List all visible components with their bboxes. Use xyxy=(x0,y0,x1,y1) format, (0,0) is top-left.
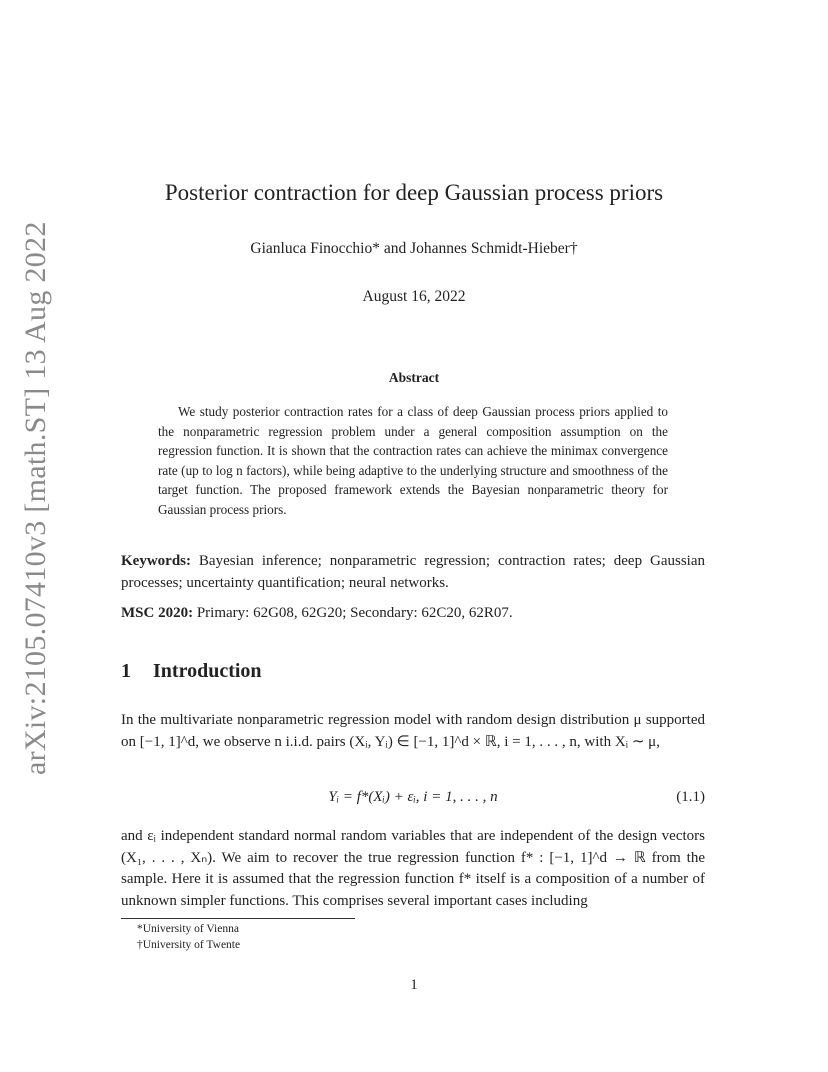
msc-text: Primary: 62G08, 62G20; Secondary: 62C20, 62R07. xyxy=(196,605,513,621)
equation-text: Yᵢ = f*(Xᵢ) + εᵢ, i = 1, . . . , n xyxy=(328,789,498,805)
equation-1-1 xyxy=(121,789,705,811)
section-number: 1 xyxy=(121,660,131,682)
arxiv-identifier-stamp: arXiv:2105.07410v3 [math.ST] 13 Aug 2022 xyxy=(19,221,52,775)
section-title: Introduction xyxy=(153,660,262,682)
section-heading xyxy=(121,660,262,683)
paper-title: Posterior contraction for deep Gaussian process priors xyxy=(164,180,664,205)
paper-date: August 16, 2022 xyxy=(362,288,466,305)
page-number: 1 xyxy=(410,977,418,993)
equation-number: (1.1) xyxy=(676,789,705,805)
footnote-affiliation-1: *University of Vienna xyxy=(137,923,239,935)
msc-label: MSC 2020: xyxy=(121,605,194,621)
abstract-heading: Abstract xyxy=(388,370,440,385)
footnote-affiliation-2: †University of Twente xyxy=(137,939,241,951)
keywords-label: Keywords: xyxy=(121,553,191,569)
abstract-body: We study posterior contraction rates for a class of deep Gaussian process priors applied to the nonparametric regression problem under a general composition assumption on the regression function. It is shown that the contraction rates can achieve the minimax convergence rate (up to log n factors), while being adaptive to the underlying structure and smoothness of the target function. The proposed framework extends the Bayesian nonparametric theory for Gaussian process priors. xyxy=(158,404,668,517)
intro-paragraph-2: and εᵢ independent standard normal random variables that are independent of the design vectors (X₁, . . . , Xₙ). We aim to recover the true regression function f* : [−1, 1]^d → ℝ from the sample. Here it is assumed that the regression function f* itself is a composition of a number of unknown simpler functions. This comprises several important cases including xyxy=(121,828,705,909)
footnote-divider xyxy=(121,918,355,919)
keywords-text: Bayesian inference; nonparametric regression; contraction rates; deep Gaussian processes; uncertainty quantification; neural networks. xyxy=(121,553,705,591)
keywords-block xyxy=(121,551,705,594)
msc-block xyxy=(121,603,705,625)
intro-paragraph-1: In the multivariate nonparametric regression model with random design distribution μ supported on [−1, 1]^d, we observe n i.i.d. pairs (Xᵢ, Yᵢ) ∈ [−1, 1]^d × ℝ, i = 1, . . . , n, with Xᵢ ∼ μ, xyxy=(121,712,705,750)
author-line: Gianluca Finocchio* and Johannes Schmidt-Hieber† xyxy=(250,240,578,257)
